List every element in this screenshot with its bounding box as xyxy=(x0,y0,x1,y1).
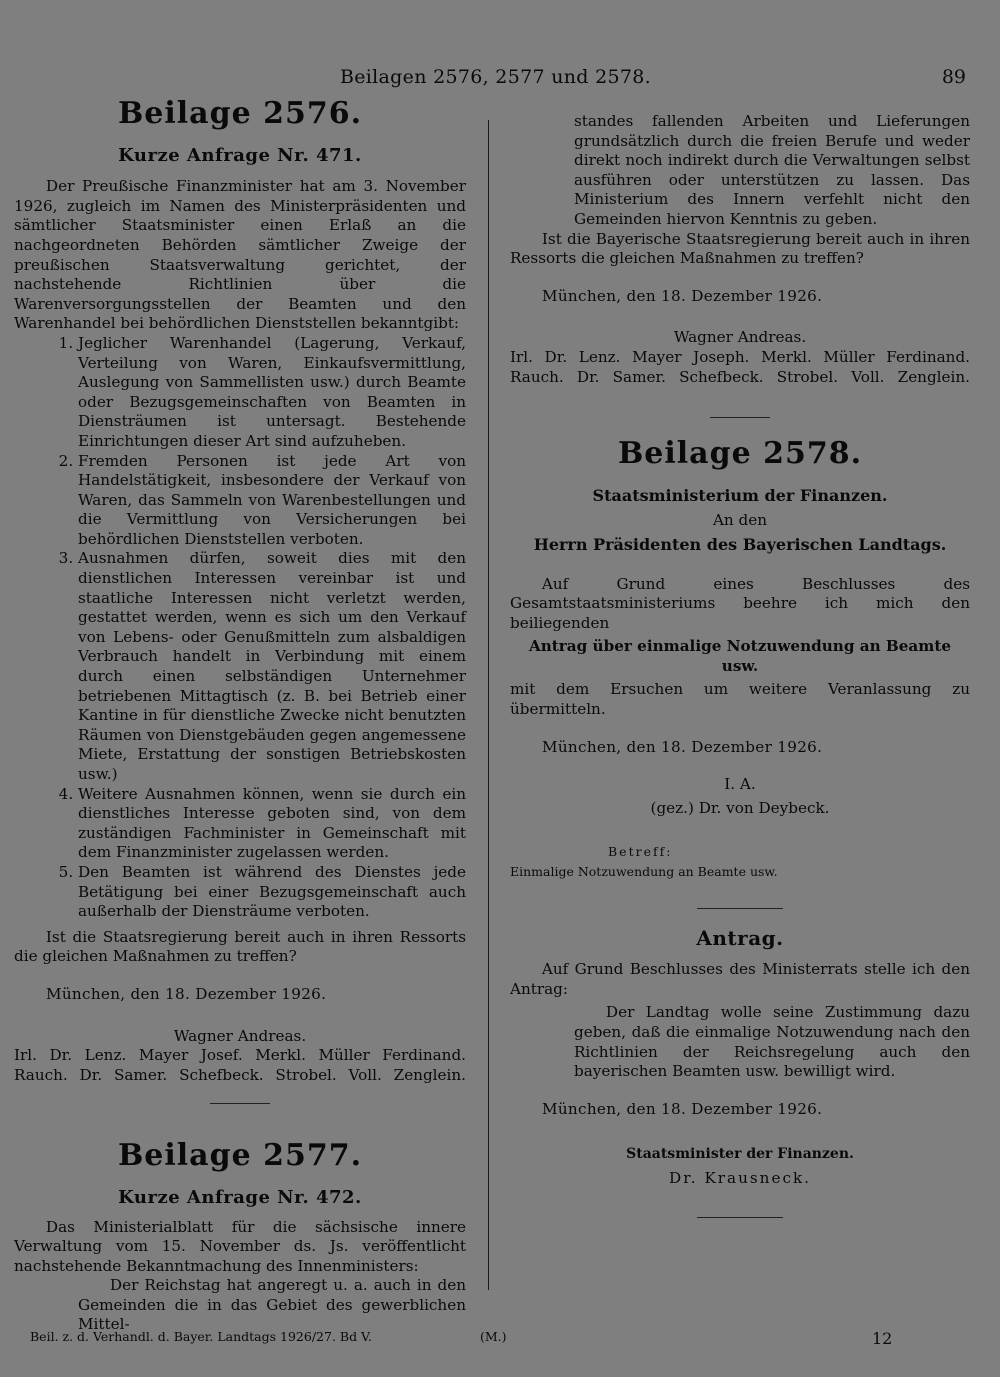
list-item: 4. Weitere Ausnahmen können, wenn sie durch ein dienstliches Interesse geboten sind, von dem zuständigen Fachminister in Gemeinschaft mit dem Finanzminister zugelassen werden. xyxy=(78,785,466,863)
page-footer xyxy=(0,1329,1000,1351)
rules-list xyxy=(14,334,466,922)
left-column xyxy=(14,96,466,1335)
subtitle-anfrage-471: Kurze Anfrage Nr. 471. xyxy=(118,144,362,166)
ministry-heading: Staatsministerium der Finanzen. xyxy=(592,485,888,505)
betreff-text: Einmalige Notzuwendung an Beamte usw. xyxy=(510,864,778,880)
list-item: 3. Ausnahmen dürfen, soweit dies mit den dienstlichen Interessen vereinbar ist und staatliche Interessen nicht verletzt werden, gestattet werden, wenn es sich um den Verkauf von Lebens- oder Genußmitteln zum alsbaldigen Verbrauch handelt in Verbindung mit einem durch einen selbständigen Unternehmer betriebenen Mittagtisch (z. B. bei Betrieb einer Kantine in für dienstliche Zwecke nicht benutzten Räumen von Dienstgebäuden gegen angemessene Miete, Erstattung der sonstigen Betriebskosten usw.) xyxy=(78,549,466,784)
intro-paragraph: Das Ministerialblatt für die sächsische innere Verwaltung vom 15. November ds. Js. veröffentlicht nachstehende Bekanntmachung des Innenministers: xyxy=(14,1217,466,1275)
separator xyxy=(697,1217,783,1218)
signers-line: Rauch. Dr. Samer. Schefbeck. Strobel. Voll. Zenglein. xyxy=(510,367,970,386)
signer-head: Wagner Andreas. xyxy=(173,1026,307,1045)
minister-title: Staatsminister der Finanzen. xyxy=(626,1146,854,1163)
intro-paragraph: Der Preußische Finanzminister hat am 3. November 1926, zugleich im Namen des Ministerpräsidenten und sämtlicher Staatsminister einen Erlaß an die nachgeordneten Behörden sämtlicher Zweige der preußischen Staatsverwaltung gerichtet, der nachstehende Richtlinien über die Warenversorgungsstellen der Beamten und den Warenhandel bei behördlichen Dienststellen bekanntgibt: xyxy=(14,177,466,333)
subtitle-anfrage-472: Kurze Anfrage Nr. 472. xyxy=(118,1186,362,1208)
date-line: München, den 18. Dezember 1926. xyxy=(542,737,823,756)
date-line: München, den 18. Dezember 1926. xyxy=(542,286,823,305)
quote-continuation: standes fallenden Arbeiten und Lieferungen grundsätzlich durch die freien Berufe und weder direkt noch indirekt durch die Verwaltungen selbst ausführen oder unterstützen zu lassen. Das Ministerium des Innern verfehlt nicht den Gemeinden hiervon Kenntnis zu geben. xyxy=(574,112,970,228)
betreff-label: Betreff: xyxy=(608,844,673,860)
signers-line: Rauch. Dr. Samer. Schefbeck. Strobel. Voll. Zenglein. xyxy=(14,1065,466,1084)
question-paragraph: Ist die Bayerische Staatsregierung bereit auch in ihren Ressorts die gleichen Maßnahmen zu treffen? xyxy=(510,229,970,268)
footer-source: Beil. z. d. Verhandl. d. Bayer. Landtags 1926/27. Bd V. xyxy=(30,1329,372,1344)
list-item: 1. Jeglicher Warenhandel (Lagerung, Verkauf, Verteilung von Waren, Einkaufsvermittlung, Auslegung von Sammellisten usw.) durch Beamte oder Bezugsgemeinschaften von Beamten in Diensträumen ist untersagt. Bestehende Einrichtungen dieser Art sind aufzuheben. xyxy=(78,334,466,452)
footer-sheet-number: 12 xyxy=(872,1329,893,1348)
body-paragraph: mit dem Ersuchen um weitere Veranlassung zu übermitteln. xyxy=(510,680,970,719)
quote-paragraph: Der Reichstag hat angeregt u. a. auch in den Gemeinden die in das Gebiet des gewerblichen Mittel- xyxy=(78,1276,466,1334)
date-line: München, den 18. Dezember 1926. xyxy=(46,984,327,1003)
section-title-2578: Beilage 2578. xyxy=(617,436,863,472)
antrag-text: Der Landtag wolle seine Zustimmung dazu geben, daß die einmalige Notzuwendung nach den Richtlinien der Reichsregelung auch den bayerischen Beamten usw. bewilligt wird. xyxy=(574,1003,970,1081)
ia-line: I. A. xyxy=(724,775,756,794)
running-title: Beilagen 2576, 2577 und 2578. xyxy=(340,66,651,88)
signer-head: Wagner Andreas. xyxy=(673,328,807,347)
signers-line: Irl. Dr. Lenz. Mayer Josef. Merkl. Müller Ferdinand. xyxy=(14,1046,466,1065)
page-header xyxy=(0,66,1000,96)
an-den: An den xyxy=(712,511,768,530)
antrag-intro: Auf Grund Beschlusses des Ministerrats stelle ich den Antrag: xyxy=(510,960,970,998)
antrag-title: Antrag. xyxy=(696,925,784,950)
minister-name: Dr. Krausneck. xyxy=(669,1168,811,1187)
body-paragraph: Auf Grund eines Beschlusses des Gesamtstaatsministeriums beehre ich mich den beiliegenden xyxy=(510,574,970,632)
footer-mark: (M.) xyxy=(480,1329,507,1344)
addressee: Herrn Präsidenten des Bayerischen Landtags. xyxy=(533,534,947,554)
page-number: 89 xyxy=(941,66,966,88)
question-paragraph: Ist die Staatsregierung bereit auch in ihren Ressorts die gleichen Maßnahmen zu treffen? xyxy=(14,927,466,966)
signers-line: Irl. Dr. Lenz. Mayer Joseph. Merkl. Müller Ferdinand. xyxy=(510,347,970,366)
list-item: 2. Fremden Personen ist jede Art von Handelstätigkeit, insbesondere der Verkauf von Waren, das Sammeln von Warenbestellungen und die Vermittlung von Versicherungen bei behördlichen Dienststellen verboten. xyxy=(78,452,466,550)
column-divider xyxy=(488,120,489,1290)
date-line: München, den 18. Dezember 1926. xyxy=(542,1099,823,1118)
antrag-reference: Antrag über einmalige Notzuwendung an Beamte usw. xyxy=(528,637,952,675)
right-column xyxy=(510,112,970,1218)
signature-line: (gez.) Dr. von Deybeck. xyxy=(650,798,830,817)
section-title-2577: Beilage 2577. xyxy=(117,1138,363,1174)
section-title-2576: Beilage 2576. xyxy=(117,96,363,131)
list-item: 5. Den Beamten ist während des Dienstes jede Betätigung bei einer Bezugsgemeinschaft auch außerhalb der Diensträume verboten. xyxy=(78,863,466,922)
